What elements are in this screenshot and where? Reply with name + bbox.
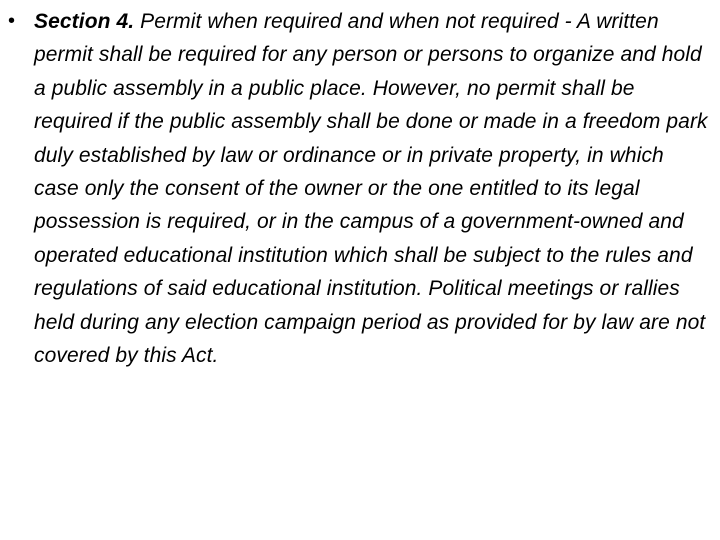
bullet-paragraph: [8, 5, 714, 372]
section-body: Permit when required and when not required - A written permit shall be required for any person or persons to organize and hold a public assembly in a public place. However, no permit shall be required if the public assembly shall be done or made in a freedom park duly established by law or ordinance or in private property, in which case only the consent of the owner or the one entitled to its legal possession is required, or in the campus of a government-owned and operated educational institution which shall be subject to the rules and regulations of said educational institution. Political meetings or rallies held during any election campaign period as provided for by law are not covered by this Act.: [34, 10, 708, 368]
bullet-text: [34, 5, 714, 372]
bullet-icon: •: [8, 10, 16, 32]
section-label: Section 4.: [34, 10, 135, 33]
